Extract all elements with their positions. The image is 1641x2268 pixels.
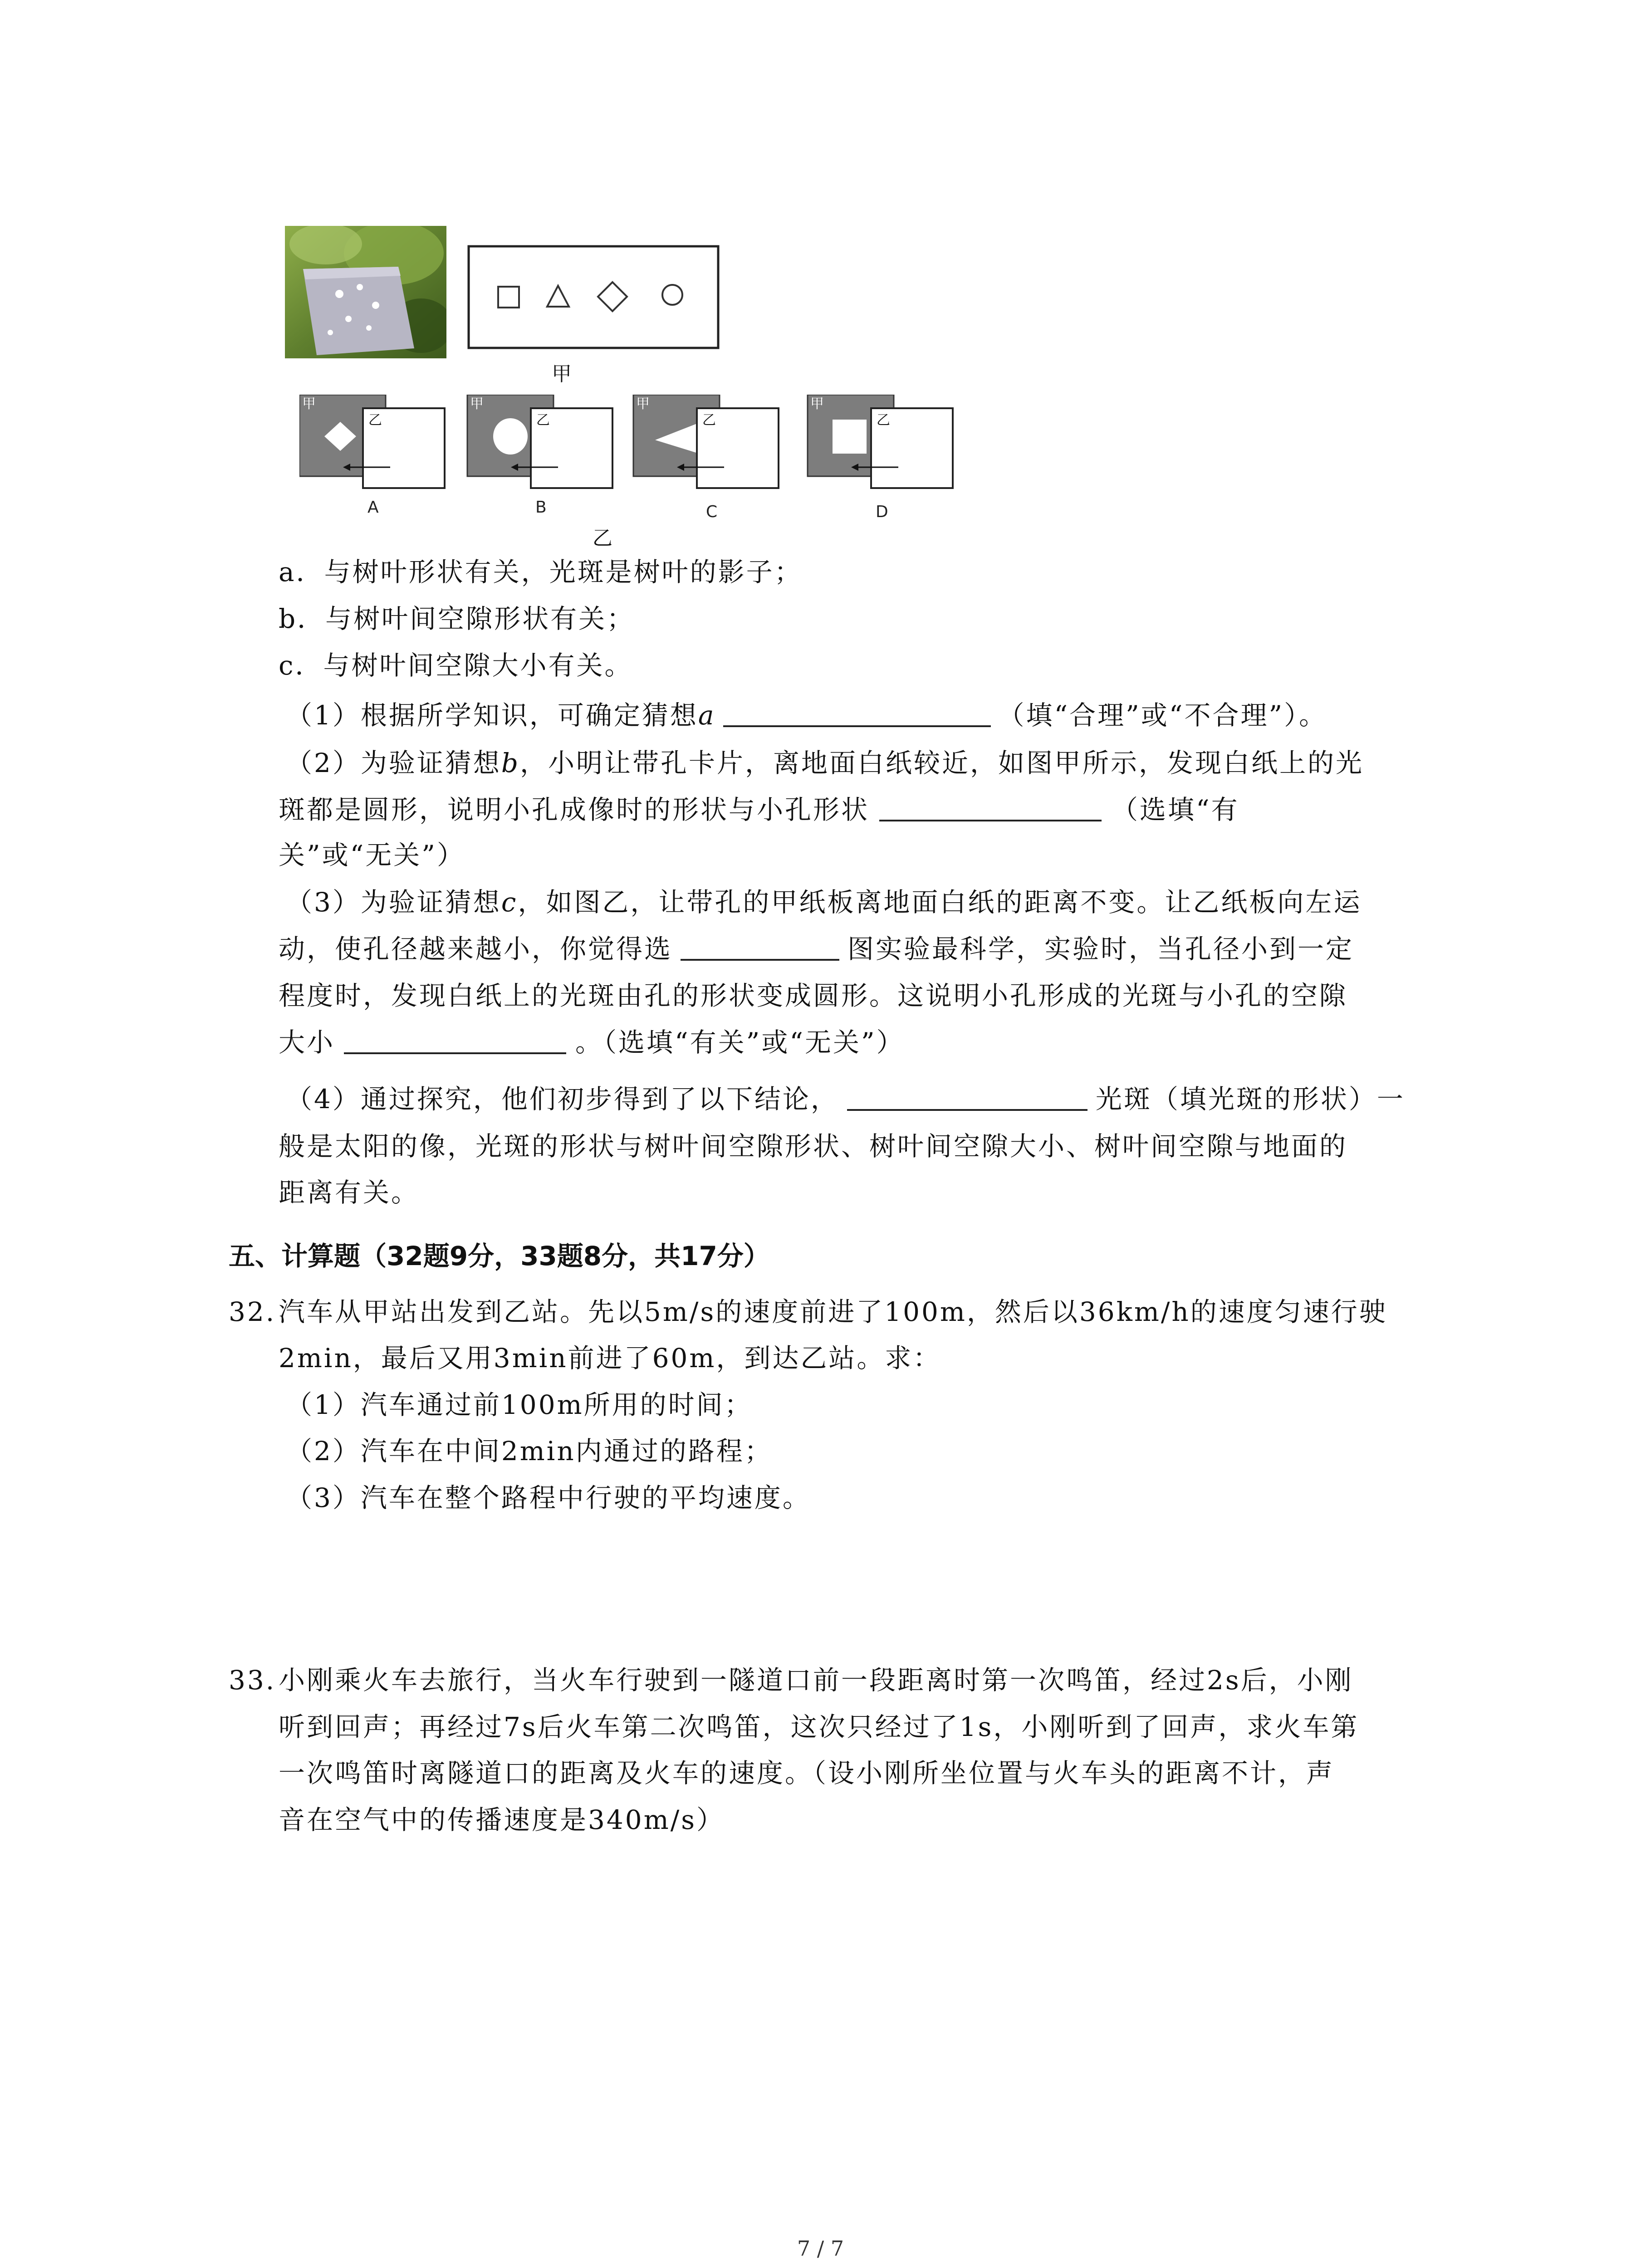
problem-33-line-2: 听到回声；再经过7s后火车第二次鸣笛，这次只经过了1s，小刚听到了回声，求火车第 xyxy=(279,1711,1359,1742)
question-4-line-2: 般是太阳的像，光斑的形状与树叶间空隙形状、树叶间空隙大小、树叶间空隙与地面的 xyxy=(279,1131,1348,1162)
question-3-line-3: 程度时，发现白纸上的光斑由孔的形状变成圆形。这说明小孔形成的光斑与小孔的空隙 xyxy=(279,980,1348,1011)
q2-line2-after: （选填“有 xyxy=(1112,794,1239,825)
q3-line1-after: ，如图乙，让带孔的甲纸板离地面白纸的距离不变。让乙纸板向左运 xyxy=(518,887,1362,918)
q1-text-after: （填“合理”或“不合理”）。 xyxy=(998,700,1327,731)
q3-line2-after: 图实验最科学，实验时，当孔径小到一定 xyxy=(847,934,1354,964)
question-3-line-2 xyxy=(279,931,1354,967)
q3-answer-blank[interactable] xyxy=(344,1025,566,1054)
problem-33-number: 33. xyxy=(229,1665,276,1696)
option-d-diagram xyxy=(808,395,953,521)
question-3-line-1 xyxy=(286,885,1362,920)
q2-line2-before: 斑都是圆形，说明小孔成像时的形状与小孔形状 xyxy=(279,794,870,825)
problem-32-sub-2: （2）汽车在中间2min内通过的路程； xyxy=(286,1436,773,1466)
option-a-diagram xyxy=(299,395,445,517)
figure-yi-options xyxy=(299,395,962,535)
question-3-line-4 xyxy=(279,1025,905,1060)
q3-line4-before: 大小 xyxy=(279,1027,335,1058)
option-b-label: B xyxy=(535,498,547,517)
figure-yi-caption: 乙 xyxy=(593,527,612,550)
q3-var: c xyxy=(501,887,518,918)
problem-32-sub-1: （1）汽车通过前100m所用的时间； xyxy=(286,1389,753,1420)
guess-b: b．与树叶间空隙形状有关； xyxy=(279,603,635,634)
problem-32-line-1: 汽车从甲站出发到乙站。先以5m/s的速度前进了100m，然后以36km/h的速度匀速行驶 xyxy=(279,1296,1387,1327)
option-a-board-jia: 甲 xyxy=(302,396,316,412)
q3-line2-before: 动，使孔径越来越小，你觉得选 xyxy=(279,934,673,964)
leaf-photo xyxy=(285,226,446,358)
option-c-diagram xyxy=(633,395,779,521)
question-4-line-3: 距离有关。 xyxy=(279,1177,420,1208)
problem-32-sub-3: （3）汽车在整个路程中行驶的平均速度。 xyxy=(286,1482,811,1513)
figure-jia-card xyxy=(467,245,720,349)
q4-answer-blank[interactable] xyxy=(847,1082,1087,1111)
option-c-board-jia: 甲 xyxy=(636,396,650,412)
question-1 xyxy=(286,698,1327,733)
option-a-board-yi: 乙 xyxy=(368,412,382,428)
q2-line1-after: ，小明让带孔卡片，离地面白纸较近，如图甲所示，发现白纸上的光 xyxy=(520,748,1364,778)
problem-32-line-2: 2min，最后又用3min前进了60m，到达乙站。求： xyxy=(279,1343,941,1374)
option-b-diagram xyxy=(467,395,612,517)
option-d-board-yi: 乙 xyxy=(877,412,890,428)
option-c-label: C xyxy=(706,503,718,521)
q1-var: a xyxy=(698,700,716,731)
problem-33-line-1: 小刚乘火车去旅行，当火车行驶到一隧道口前一段距离时第一次鸣笛，经过2s后，小刚 xyxy=(279,1665,1353,1696)
question-2-line-2 xyxy=(279,792,1239,827)
q3-line1-before: （3）为验证猜想 xyxy=(286,887,501,918)
figure-jia-caption: 甲 xyxy=(552,362,572,386)
q2-answer-blank[interactable] xyxy=(879,792,1102,821)
q2-line1-before: （2）为验证猜想 xyxy=(286,748,501,778)
option-d-label: D xyxy=(876,503,888,521)
problem-32-number: 32. xyxy=(229,1296,276,1327)
option-d-board-jia: 甲 xyxy=(810,396,824,412)
q4-line1-after: 光斑（填光斑的形状）一 xyxy=(1095,1084,1405,1114)
q3-choice-blank[interactable] xyxy=(681,932,839,961)
section-5-title: 五、计算题（32题9分，33题8分，共17分） xyxy=(229,1241,770,1271)
question-4-line-1 xyxy=(286,1081,1405,1117)
problem-33-line-4: 音在空气中的传播速度是340m/s） xyxy=(279,1804,725,1835)
q1-answer-blank[interactable] xyxy=(723,698,991,727)
q1-text-before: （1）根据所学知识，可确定猜想 xyxy=(286,700,698,731)
option-b-board-yi: 乙 xyxy=(536,412,550,428)
guess-a: a．与树叶形状有关，光斑是树叶的影子； xyxy=(279,557,803,587)
question-2-line-1 xyxy=(286,745,1364,781)
page-number: 7 / 7 xyxy=(797,2236,844,2261)
guess-c: c．与树叶间空隙大小有关。 xyxy=(279,650,633,681)
problem-33-line-3: 一次鸣笛时离隧道口的距离及火车的速度。（设小刚所坐位置与火车头的距离不计，声 xyxy=(279,1758,1335,1789)
q4-line1-before: （4）通过探究，他们初步得到了以下结论， xyxy=(286,1084,839,1114)
q3-line4-after: 。（选填“有关”或“无关”） xyxy=(575,1027,905,1058)
option-c-board-yi: 乙 xyxy=(702,412,716,428)
q2-var: b xyxy=(501,748,520,778)
option-b-board-jia: 甲 xyxy=(470,396,484,412)
option-a-label: A xyxy=(367,498,379,517)
question-2-line-3: 关”或“无关”） xyxy=(279,840,465,870)
